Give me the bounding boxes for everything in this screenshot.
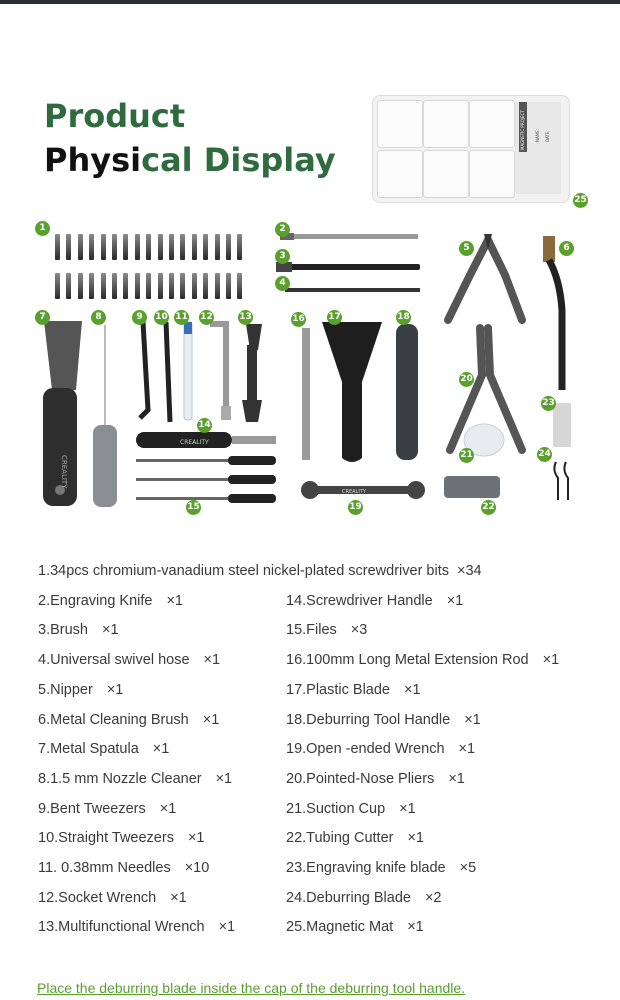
mat-label-line: NAME: — [535, 128, 540, 142]
mat-cell — [423, 150, 469, 198]
item-row — [38, 652, 618, 672]
extension-rod-image — [302, 328, 310, 460]
item-name: 3.Brush — [38, 622, 88, 639]
item-name: 8.1.5 mm Nozzle Cleaner — [38, 770, 202, 787]
item-qty: ×1 — [464, 711, 481, 728]
item-name: 22.Tubing Cutter — [286, 830, 394, 847]
item-name: 20.Pointed-Nose Pliers — [286, 770, 435, 787]
item-name: 14.Screwdriver Handle — [286, 592, 433, 609]
item-qty: ×1 — [159, 800, 177, 817]
needles-tube-image — [184, 322, 192, 420]
spatula-brand: CREALITY — [60, 455, 68, 489]
mat-label-text — [515, 102, 561, 194]
item-left — [38, 682, 123, 698]
item-left — [38, 771, 232, 787]
mat-cell — [469, 150, 515, 198]
item-right — [286, 890, 442, 906]
screwdriver-handle-image — [136, 432, 276, 448]
item-left — [38, 890, 187, 906]
item-left — [38, 652, 220, 668]
handle-brand: CREALITY — [180, 439, 209, 446]
item-left — [38, 712, 219, 728]
item-row — [38, 830, 618, 850]
mat-cell — [423, 100, 469, 148]
item-number-badge: 10 — [154, 310, 169, 325]
item-qty: ×5 — [459, 860, 477, 876]
item-left — [38, 919, 235, 935]
item-number-badge: 18 — [396, 310, 411, 325]
item-right — [286, 741, 475, 757]
item-name: 21.Suction Cup — [286, 800, 386, 817]
item-name: 18.Deburring Tool Handle — [286, 711, 451, 728]
item-name: 24.Deburring Blade — [286, 889, 411, 906]
item-right — [286, 830, 424, 846]
item-name: 7.Metal Spatula — [38, 741, 139, 758]
item-right — [286, 682, 421, 698]
item-number-badge: 23 — [541, 396, 556, 411]
brush-image — [276, 262, 420, 272]
item-row — [38, 593, 618, 613]
item-name: 1.34pcs chromium-vanadium steel nickel-plated screwdriver bits — [38, 563, 449, 579]
item-row — [38, 741, 618, 761]
item-name: 17.Plastic Blade — [286, 681, 390, 698]
mat-label-line: MAGNETIC PROJECT — [520, 110, 525, 150]
item-name: 23.Engraving knife blade — [286, 860, 446, 876]
item-qty: ×1 — [399, 800, 416, 817]
item-number-badge: 21 — [459, 448, 474, 463]
item-number-badge: 15 — [186, 500, 201, 515]
item-number-badge: 4 — [275, 276, 290, 291]
item-row — [38, 563, 618, 583]
item-qty: ×1 — [203, 652, 221, 669]
item-right — [286, 801, 416, 817]
item-row — [38, 622, 618, 642]
item-name: 9.Bent Tweezers — [38, 800, 146, 817]
item-right — [286, 593, 463, 609]
item-left — [38, 593, 183, 609]
item-qty: ×1 — [101, 622, 119, 639]
item-name: 25.Magnetic Mat — [286, 919, 394, 936]
item-qty: ×1 — [446, 592, 464, 609]
item-qty: ×1 — [407, 919, 424, 936]
item-name: 16.100mm Long Metal Extension Rod — [286, 652, 529, 669]
multifunction-wrench-image — [242, 324, 262, 422]
item-qty: ×34 — [457, 563, 482, 579]
item-qty: ×10 — [184, 860, 210, 876]
item-right — [286, 652, 559, 668]
swivel-hose-image — [285, 288, 420, 292]
item-number-badge: 22 — [481, 500, 496, 515]
item-name: 13.Multifunctional Wrench — [38, 919, 205, 936]
wrench-brand: CREALITY — [342, 489, 366, 495]
item-name: 10.Straight Tweezers — [38, 830, 174, 847]
mat-label-strip — [515, 102, 561, 194]
engraving-blade-image — [553, 403, 571, 447]
item-right — [286, 712, 481, 728]
item-number-badge: 19 — [348, 500, 363, 515]
item-number-badge: 20 — [459, 372, 474, 387]
nozzle-cleaner-image — [93, 325, 117, 507]
item-qty: ×1 — [407, 830, 425, 847]
item-qty: ×1 — [448, 770, 465, 787]
item-right — [286, 771, 465, 787]
top-border — [0, 0, 620, 4]
item-number-badge: 11 — [174, 310, 189, 325]
tubing-cutter-image — [444, 476, 500, 498]
item-qty: ×1 — [152, 741, 170, 758]
item-name: 12.Socket Wrench — [38, 889, 157, 906]
item-qty: ×1 — [218, 919, 236, 936]
item-right — [286, 919, 424, 935]
tweezers-image — [140, 322, 170, 422]
item-number-badge: 13 — [238, 310, 253, 325]
item-qty: ×1 — [542, 652, 560, 669]
item-qty: ×1 — [215, 770, 233, 787]
item-left — [38, 801, 176, 817]
item-row — [38, 919, 618, 939]
item-qty: ×3 — [350, 622, 368, 639]
socket-wrench-image — [210, 324, 231, 420]
open-ended-wrench-image — [301, 481, 425, 499]
item-qty: ×1 — [166, 592, 184, 609]
item-number-badge: 7 — [35, 310, 50, 325]
item-number-badge: 14 — [197, 418, 212, 433]
item-name: 11. 0.38mm Needles — [38, 860, 171, 876]
deburring-handle-image — [396, 324, 418, 460]
item-qty: ×1 — [403, 681, 421, 698]
plastic-blade-image — [322, 322, 382, 462]
item-number-badge: 8 — [91, 310, 106, 325]
item-row — [38, 890, 618, 910]
deburring-blade-image — [554, 462, 568, 500]
item-name: 15.Files — [286, 622, 337, 639]
item-name: 5.Nipper — [38, 681, 93, 698]
tools-illustration — [0, 200, 620, 530]
item-row — [38, 712, 618, 732]
mat-cell — [377, 100, 423, 148]
item-name: 4.Universal swivel hose — [38, 652, 190, 669]
item-left — [38, 622, 119, 638]
usage-note: Place the deburring blade inside the cap of the deburring tool handle. — [37, 980, 466, 996]
magnetic-mat-image — [372, 95, 570, 203]
item-name: 19.Open -ended Wrench — [286, 741, 445, 758]
title-line2a: Physi — [44, 141, 142, 179]
item-number-badge: 1 — [35, 221, 50, 236]
item-right — [286, 622, 367, 638]
item-number-badge: 17 — [327, 310, 342, 325]
item-qty: ×2 — [424, 889, 442, 906]
title-line1: Product — [44, 97, 186, 135]
item-number-badge: 9 — [132, 310, 147, 325]
files-image — [136, 456, 276, 503]
item-row — [38, 860, 618, 880]
mat-label-line: DATE: — [545, 130, 550, 142]
item-number-badge: 2 — [275, 222, 290, 237]
item-qty: ×1 — [202, 711, 220, 728]
item-qty: ×1 — [170, 889, 187, 906]
item-left — [38, 563, 482, 579]
item-right — [286, 860, 476, 876]
metal-brush-image — [543, 236, 562, 390]
engraving-knife-image — [280, 233, 418, 240]
item-qty: ×1 — [458, 741, 476, 758]
item-qty: ×1 — [187, 830, 205, 847]
item-row — [38, 682, 618, 702]
item-row — [38, 801, 618, 821]
page-title — [44, 94, 336, 182]
item-row — [38, 771, 618, 791]
item-number-badge: 16 — [291, 312, 306, 327]
title-line2b: cal Display — [141, 141, 336, 179]
item-number-badge: 24 — [537, 447, 552, 462]
item-qty: ×1 — [106, 681, 124, 698]
mat-cell — [377, 150, 423, 198]
item-name: 2.Engraving Knife — [38, 592, 153, 609]
item-left — [38, 860, 209, 876]
item-number-badge: 6 — [559, 241, 574, 256]
item-number-badge: 25 — [573, 193, 588, 208]
item-number-badge: 5 — [459, 241, 474, 256]
item-number-badge: 12 — [199, 310, 214, 325]
item-left — [38, 741, 169, 757]
item-number-badge: 3 — [275, 249, 290, 264]
mat-cell — [469, 100, 515, 148]
metal-spatula-image — [43, 321, 82, 506]
item-left — [38, 830, 205, 846]
item-name: 6.Metal Cleaning Brush — [38, 711, 189, 728]
